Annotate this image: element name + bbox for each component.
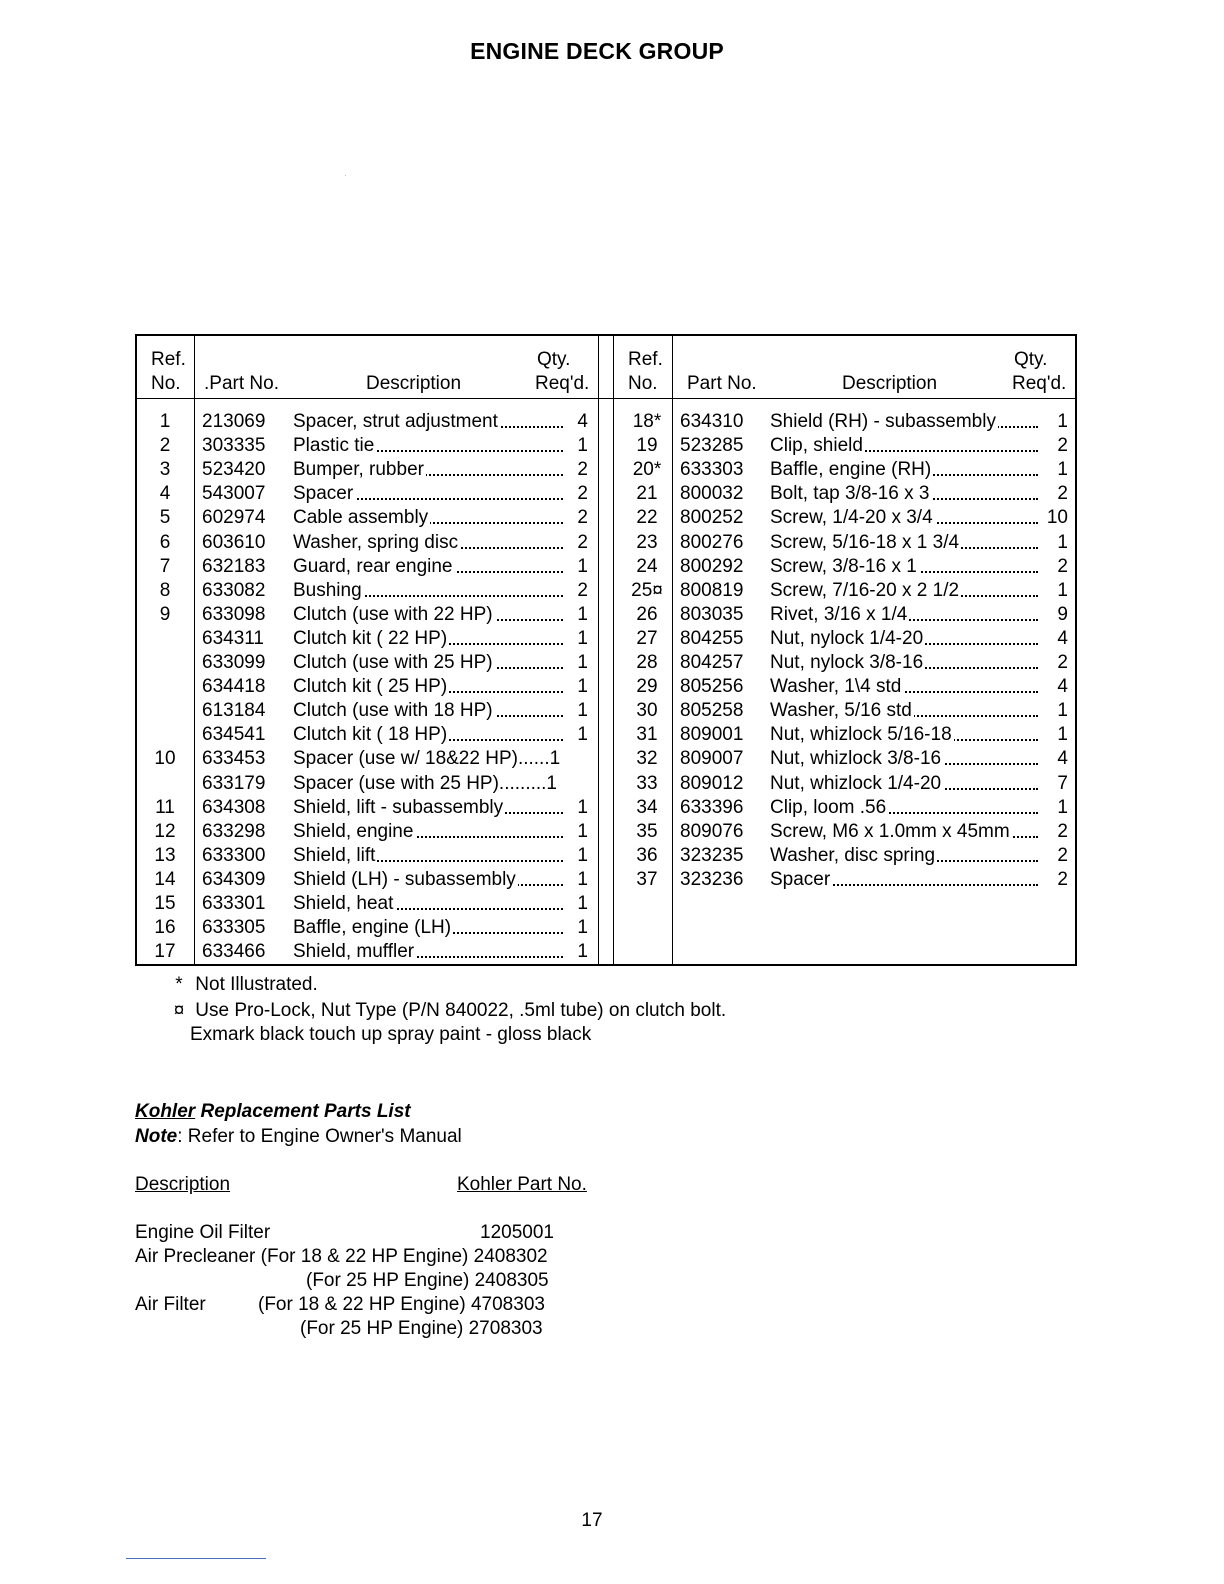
ref-no: 29 [636,676,658,698]
part-no: 633298 [202,820,266,842]
qty-reqd: 1 [577,676,588,698]
description [293,916,563,940]
part-no: 602974 [202,507,266,529]
kohler-air-filter-1: (For 18 & 22 HP Engine) 4708303 [258,1294,545,1315]
part-no: 634311 [202,627,264,649]
part-no: 633099 [202,652,266,673]
ref-no: 27 [636,627,658,649]
description-text: Spacer (use w/ 18&22 HP)......1 [293,748,561,770]
description-text: Washer, 1\4 std [770,676,902,698]
part-no: 632183 [202,555,266,577]
qty-reqd: 1 [577,893,588,914]
ref-no: 6 [159,531,171,553]
table-row [137,796,1075,820]
description-text: Clip, loom .56 [770,796,887,818]
description [770,723,1038,747]
description-text: Clutch (use with 18 HP) [293,700,493,722]
description-text: Shield (LH) - subassembly [293,868,516,890]
description-text: Shield (RH) - subassembly [770,411,996,432]
part-no: 633300 [202,844,266,866]
description-text: Spacer [770,868,831,890]
ref-no: 11 [155,796,175,818]
table-row [137,747,1075,771]
description [293,772,603,796]
description [770,820,1038,844]
ref-no: 20* [632,459,662,481]
description-text: Nut, nylock 1/4-20 [770,627,924,649]
description [770,555,1038,579]
qty-reqd: 2 [577,579,588,601]
qty-reqd: 2 [577,507,588,529]
kohler-brand: Kohler [135,1101,196,1122]
ref-no: 13 [154,844,176,866]
qty-reqd: 1 [577,868,588,890]
table-row [137,892,1075,916]
part-no: 543007 [202,483,266,505]
qty-reqd: 1 [577,844,588,866]
description [770,531,1038,555]
note-text: Not Illustrated. [195,974,318,995]
part-no: 523420 [202,459,266,481]
qty-reqd: 4 [1057,676,1068,698]
ref-no: 12 [154,820,176,842]
note-text: Use Pro-Lock, Nut Type (P/N 840022, .5ml tube) on clutch bolt. [195,1000,727,1021]
header-ref-no: No. [151,373,181,394]
description-text: Cable assembly [293,507,429,529]
header-description: Description [366,373,462,394]
description-text: Shield, muffler [293,941,415,963]
description [770,482,1038,506]
qty-reqd: 1 [577,820,588,842]
ref-no: 18* [632,411,662,432]
ref-no: 26 [636,603,658,625]
ref-no: 33 [636,772,658,794]
qty-reqd: 2 [1057,844,1068,866]
description [770,868,1038,892]
page-number: 17 [581,1510,603,1531]
part-no: 323235 [680,844,744,866]
table-row [137,651,1075,675]
qty-reqd: 1 [1057,796,1068,818]
qty-reqd: 2 [1057,555,1068,577]
part-no: 633466 [202,941,266,963]
header-ref: Ref. [151,349,186,370]
description-text: Guard, rear engine [293,555,453,577]
table-row [137,410,1075,434]
description-text: Nut, whizlock 5/16-18 [770,724,952,746]
note-not-illustrated [168,973,318,997]
part-no: 800252 [680,507,744,529]
kohler-oil-filter-no: 1205001 [480,1222,554,1243]
ref-no: 3 [159,459,171,481]
part-no: 633098 [202,603,266,625]
ref-no: 36 [636,844,658,866]
part-no: 633305 [202,917,266,939]
description [293,940,563,964]
description-text: Washer, spring disc [293,531,459,553]
description [293,892,563,916]
header-qty: Qty. [1014,349,1048,370]
header-ref: Ref. [628,349,663,370]
header-qty: Qty. [537,349,571,370]
ref-no: 10 [154,748,176,770]
description [770,458,1038,482]
qty-reqd: 2 [1057,820,1068,842]
description-text: Clutch (use with 25 HP) [293,652,493,673]
table-row [137,603,1075,627]
description-text: Bolt, tap 3/8-16 x 3 [770,483,930,505]
note-paint: Exmark black touch up spray paint - gloss black [190,1024,592,1045]
ref-no: 25¤ [631,579,663,601]
description-text: Shield, heat [293,893,394,914]
part-no: 805258 [680,700,744,722]
ref-no: 30 [636,700,658,722]
ref-no: 34 [636,796,658,818]
qty-reqd: 7 [1057,772,1068,794]
part-no: 634541 [202,724,266,746]
table-row [137,868,1075,892]
description [770,603,1038,627]
table-row [137,531,1075,555]
note-label: Note [135,1126,178,1147]
description-text: Screw, 7/16-20 x 2 1/2 [770,579,960,601]
part-no: 809012 [680,772,744,794]
qty-reqd: 1 [1057,531,1068,553]
table-row [137,555,1075,579]
description [770,651,1038,675]
description [770,796,1038,820]
ref-no: 14 [154,868,176,890]
ref-no: 28 [636,652,658,673]
description [770,675,1038,699]
kohler-col-description: Description [135,1174,231,1195]
description-text: Screw, 3/8-16 x 1 [770,555,917,577]
part-no: 809001 [680,724,744,746]
kohler-title [135,1100,411,1124]
ref-no: 31 [636,724,658,746]
lock-symbol-icon: ¤ [173,1000,185,1021]
description-text: Washer, disc spring [770,844,936,866]
part-no: 803035 [680,603,744,625]
description-text: Bushing [293,579,362,601]
ref-no: 8 [159,579,171,601]
note-pro-lock [168,999,726,1023]
qty-reqd: 1 [1057,700,1068,722]
header-part-no: Part No. [687,373,757,394]
part-no: 603610 [202,531,266,553]
qty-reqd: 1 [577,724,588,746]
description [770,844,1038,868]
part-no: 213069 [202,411,266,432]
ref-no: 21 [636,483,658,505]
ref-no: 5 [159,507,171,529]
qty-reqd: 2 [577,531,588,553]
ref-no: 37 [636,868,658,890]
header-description: Description [842,373,938,394]
part-no: 804255 [680,627,744,649]
part-no: 613184 [202,700,266,722]
table-row [137,820,1075,844]
description-text: Nut, whizlock 3/8-16 [770,748,942,770]
qty-reqd: 2 [577,483,588,505]
qty-reqd: 1 [577,627,588,649]
table-row [137,482,1075,506]
table-row [137,940,1075,964]
ref-no: 15 [154,893,176,914]
part-no: 634308 [202,796,266,818]
qty-reqd: 4 [1057,748,1068,770]
kohler-note [135,1125,462,1149]
page-title: ENGINE DECK GROUP [470,38,724,64]
qty-reqd: 1 [1057,724,1068,746]
qty-reqd: 2 [1057,435,1068,457]
description-text: Plastic tie [293,435,375,457]
description-text: Nut, whizlock 1/4-20 [770,772,942,794]
parts-table [135,334,1077,966]
table-row [137,434,1075,458]
part-no: 800819 [680,579,744,601]
table-row [137,723,1075,747]
description [770,506,1038,530]
table-row [137,458,1075,482]
description-text: Spacer [293,483,354,505]
description [293,747,603,771]
part-no: 323236 [680,868,744,890]
part-no: 800032 [680,483,744,505]
part-no: 634310 [680,411,744,432]
note-text: : Refer to Engine Owner's Manual [177,1126,462,1147]
ref-no: 2 [159,435,171,457]
table-row [137,916,1075,940]
kohler-oil-filter: Engine Oil Filter [135,1222,271,1243]
table-row [137,844,1075,868]
part-no: 633082 [202,579,266,601]
ref-no: 19 [636,435,658,457]
ref-no: 7 [159,555,171,577]
header-part-no: .Part No. [204,373,279,394]
description-text: Screw, 1/4-20 x 3/4 [770,507,933,529]
description-text: Clip, shield [770,435,863,457]
qty-reqd: 1 [577,796,588,818]
description-text: Clutch kit ( 18 HP) [293,724,448,746]
header-reqd: Req'd. [535,373,590,394]
description-text: Spacer (use with 25 HP).........1 [293,772,557,794]
description [770,699,1038,723]
ref-no: 32 [636,748,658,770]
asterisk-icon: * [175,974,183,995]
description-text: Clutch (use with 22 HP) [293,603,493,625]
ref-no: 4 [159,483,171,505]
description [770,627,1038,651]
part-no: 633303 [680,459,744,481]
ref-no: 16 [154,917,176,939]
qty-reqd: 4 [577,411,588,432]
description-text: Shield, lift [293,844,376,866]
description [770,772,1038,796]
ref-no: 23 [636,531,658,553]
kohler-title-rest: Replacement Parts List [195,1101,411,1122]
description-text: Clutch kit ( 25 HP) [293,676,448,698]
qty-reqd: 2 [1057,652,1068,673]
ref-no: 1 [159,411,171,432]
part-no: 800276 [680,531,744,553]
part-no: 303335 [202,435,266,457]
table-row [137,675,1075,699]
description [770,747,1038,771]
part-no: 633179 [202,772,266,794]
table-row [137,772,1075,796]
description-text: Nut, nylock 3/8-16 [770,652,924,673]
qty-reqd: 1 [1057,459,1068,481]
table-row [137,627,1075,651]
kohler-precleaner-1: Air Precleaner (For 18 & 22 HP Engine) 2408302 [135,1246,548,1267]
ref-no: 24 [636,555,658,577]
part-no: 809076 [680,820,744,842]
description-text: Clutch kit ( 22 HP) [293,627,448,649]
ref-no: 35 [636,820,658,842]
kohler-col-part-no: Kohler Part No. [457,1174,587,1195]
header-ref-no: No. [628,373,658,394]
kohler-air-filter-label: Air Filter [135,1294,206,1315]
part-no: 800292 [680,555,744,577]
qty-reqd: 1 [577,603,588,625]
part-no: 633301 [202,893,266,914]
ref-no: 9 [159,603,171,625]
part-no: 804257 [680,652,744,673]
qty-reqd: 2 [1057,483,1068,505]
ref-no: 22 [636,507,658,529]
description [770,410,1038,434]
description-text: Screw, 5/16-18 x 1 3/4 [770,531,960,553]
qty-reqd: 1 [577,917,588,939]
qty-reqd: 9 [1057,603,1068,625]
description-text: Washer, 5/16 std [770,700,912,722]
scan-speck [345,175,346,176]
description-text: Screw, M6 x 1.0mm x 45mm [770,820,1010,842]
qty-reqd: 2 [1057,868,1068,890]
description [770,434,1038,458]
header-reqd: Req'd. [1012,373,1067,394]
description-text: Baffle, engine (RH) [770,459,932,481]
description-text: Bumper, rubber [293,459,424,481]
footer-rule [126,1558,266,1559]
description-text: Rivet, 3/16 x 1/4 [770,603,908,625]
table-row [137,579,1075,603]
kohler-air-filter-2: (For 25 HP Engine) 2708303 [300,1318,543,1339]
table-row [137,506,1075,530]
qty-reqd: 1 [577,700,588,722]
description-text: Shield, lift - subassembly [293,796,504,818]
qty-reqd: 1 [577,652,588,673]
part-no: 523285 [680,435,744,457]
part-no: 634309 [202,868,266,890]
part-no: 633396 [680,796,744,818]
part-no: 633453 [202,748,266,770]
header-divider [137,398,1075,399]
table-row [137,699,1075,723]
kohler-precleaner-2: (For 25 HP Engine) 2408305 [306,1270,549,1291]
qty-reqd: 1 [577,435,588,457]
part-no: 805256 [680,676,744,698]
qty-reqd: 2 [577,459,588,481]
qty-reqd: 1 [577,555,588,577]
description [770,579,1038,603]
qty-reqd: 1 [577,941,588,963]
description-text: Baffle, engine (LH) [293,917,452,939]
part-no: 809007 [680,748,744,770]
description-text: Shield, engine [293,820,414,842]
ref-no: 17 [154,941,176,963]
part-no: 634418 [202,676,266,698]
description-text: Spacer, strut adjustment [293,411,498,432]
qty-reqd: 4 [1057,627,1068,649]
qty-reqd: 10 [1046,507,1068,529]
qty-reqd: 1 [1057,411,1068,432]
qty-reqd: 1 [1057,579,1068,601]
